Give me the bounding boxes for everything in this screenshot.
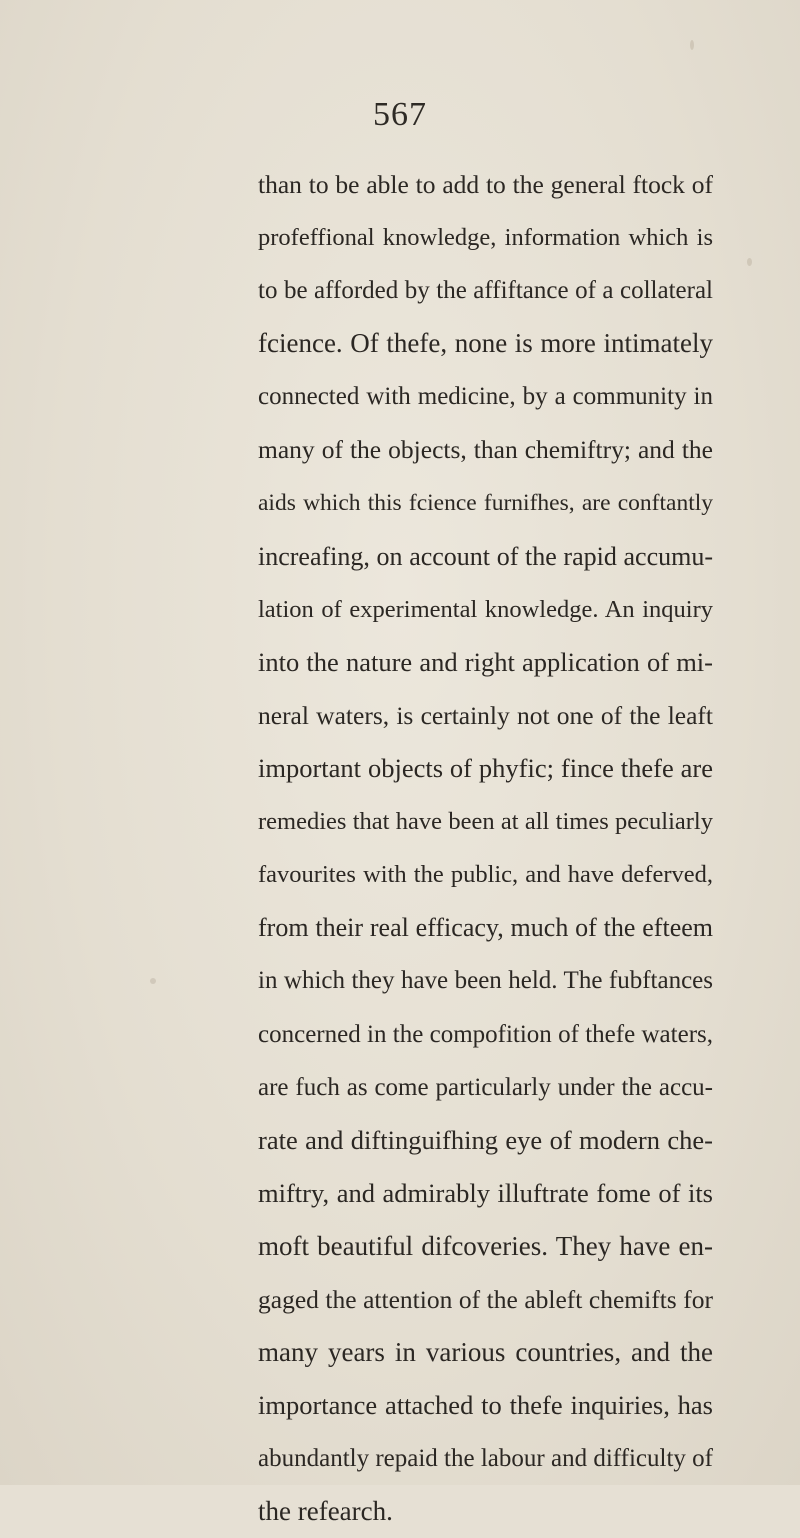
body-paragraph	[258, 158, 713, 1538]
paper-spot	[150, 978, 156, 984]
text-line: lation of experimental knowledge. An inquiry	[258, 595, 713, 623]
text-line: miftry, and admirably illuftrate fome of its	[258, 1177, 713, 1208]
text-line: fcience. Of thefe, none is more intimately	[258, 328, 713, 359]
text-line: moft beautiful difcoveries. They have en-	[258, 1230, 713, 1261]
text-line: from their real efficacy, much of the efteem	[258, 913, 713, 943]
text-line: profeffional knowledge, information which is	[258, 224, 713, 252]
text-line: aids which this fcience furnifhes, are conftantly	[258, 489, 713, 516]
text-line: into the nature and right application of mi-	[258, 646, 713, 677]
text-line: remedies that have been at all times peculiarly	[258, 808, 713, 836]
text-line: favourites with the public, and have deferved,	[258, 861, 713, 889]
text-line: many of the objects, than chemiftry; and the	[258, 435, 713, 465]
text-line: connected with medicine, by a community in	[258, 383, 713, 411]
text-line: the refearch.	[258, 1496, 393, 1527]
text-line: than to be able to add to the general ftock of	[258, 170, 713, 199]
text-line: many years in various countries, and the	[258, 1337, 713, 1368]
paper-spot	[747, 258, 752, 266]
text-line: importance attached to thefe inquiries, has	[258, 1390, 713, 1421]
text-line: neral waters, is certainly not one of the leaft	[258, 700, 713, 730]
text-line: abundantly repaid the labour and difficulty of	[258, 1445, 713, 1473]
text-line: increafing, on account of the rapid accumu-	[258, 541, 713, 571]
text-line: rate and diftinguifhing eye of modern che-	[258, 1124, 713, 1155]
text-line: to be afforded by the affiftance of a collateral	[258, 277, 713, 305]
text-line: important objects of phyfic; fince thefe are	[258, 753, 713, 784]
text-line: in which they have been held. The fubftances	[258, 967, 713, 995]
page-number: 567	[373, 96, 427, 133]
text-line: are fuch as come particularly under the accu-	[258, 1073, 713, 1101]
text-line: concerned in the compofition of thefe waters,	[258, 1020, 713, 1048]
paper-spot	[690, 40, 694, 50]
text-line: gaged the attention of the ableft chemifts for	[258, 1284, 713, 1314]
